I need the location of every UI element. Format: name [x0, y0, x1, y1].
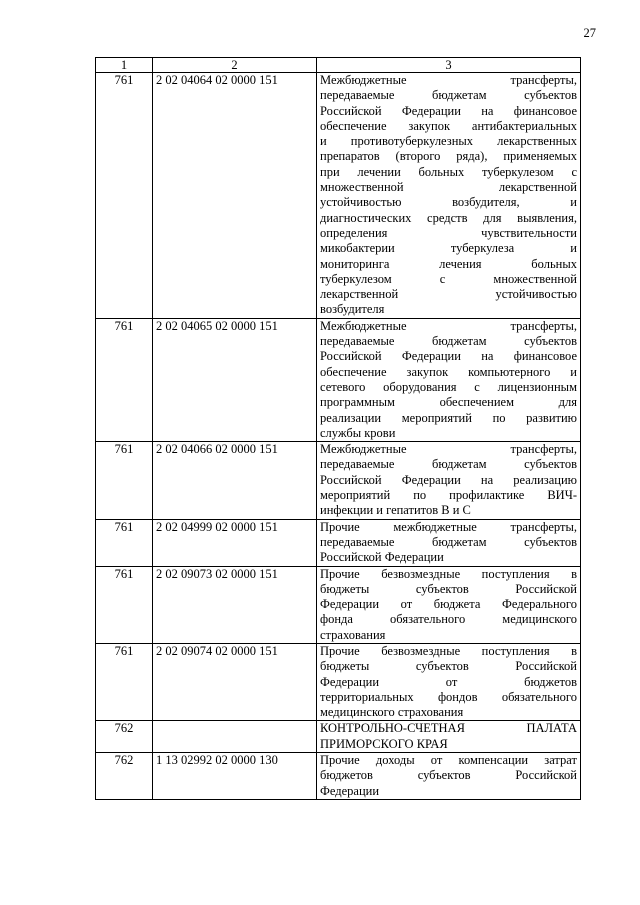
- revenue-name-line: территориальных фондов обязательного: [320, 689, 577, 704]
- revenue-name-line: сетевого оборудования с лицензионным: [320, 379, 577, 394]
- budget-code-cell: 2 02 09073 02 0000 151: [153, 566, 317, 643]
- table-row: [96, 566, 581, 643]
- revenue-name-line: возбудителя: [320, 302, 385, 317]
- revenue-name-line: Прочие безвозмездные поступления в: [320, 643, 577, 658]
- revenue-name-line: бюджеты субъектов Российской: [320, 659, 577, 674]
- revenue-name-line: обеспечение закупок компьютерного и: [320, 364, 577, 379]
- revenue-name-line: Межбюджетные трансферты,: [320, 442, 577, 457]
- revenue-name-line: Федерации от бюджетов: [320, 674, 577, 689]
- revenue-name-cell: [317, 442, 581, 519]
- revenue-name-line: Прочие безвозмездные поступления в: [320, 566, 577, 581]
- budget-code-cell: [153, 721, 317, 753]
- admin-code-cell: 761: [96, 442, 153, 519]
- admin-code-cell: 762: [96, 753, 153, 800]
- budget-code-cell: 2 02 04065 02 0000 151: [153, 318, 317, 441]
- revenue-name-line: передаваемые бюджетам субъектов: [320, 457, 577, 472]
- table-row: [96, 442, 581, 519]
- revenue-name-line: Российской Федерации на финансовое: [320, 349, 577, 364]
- budget-code-cell: 2 02 04064 02 0000 151: [153, 73, 317, 319]
- revenue-name-line: Прочие доходы от компенсации затрат: [320, 753, 577, 768]
- budget-code-cell: 2 02 04999 02 0000 151: [153, 519, 317, 566]
- revenue-name-cell: [317, 643, 581, 720]
- table-header-row: [96, 58, 581, 73]
- revenue-name-line: мониторинга лечения больных: [320, 256, 577, 271]
- revenue-name-line: мероприятий по профилактике ВИЧ-: [320, 488, 577, 503]
- budget-code-cell: 2 02 04066 02 0000 151: [153, 442, 317, 519]
- revenue-name-line: Межбюджетные трансферты,: [320, 73, 577, 87]
- revenue-name-cell: [317, 566, 581, 643]
- revenue-name-line: устойчивостью возбудителя, и: [320, 195, 577, 210]
- header-col-1: 1: [96, 58, 153, 73]
- revenue-name-line: лекарственной устойчивостью: [320, 287, 577, 302]
- revenue-name-line: Российской Федерации на реализацию: [320, 472, 577, 487]
- revenue-name-line: программным обеспечением для: [320, 395, 577, 410]
- admin-code-cell: 761: [96, 566, 153, 643]
- revenue-name-cell: [317, 721, 581, 753]
- revenue-name-line: медицинского страхования: [320, 705, 464, 720]
- revenue-name-line: инфекции и гепатитов B и C: [320, 503, 471, 518]
- revenue-name-line: бюджетов субъектов Российской: [320, 768, 577, 783]
- table-row: [96, 318, 581, 441]
- revenue-name-line: бюджеты субъектов Российской: [320, 581, 577, 596]
- revenue-name-line: страхования: [320, 627, 386, 642]
- budget-classification-table: [95, 57, 581, 800]
- revenue-name-line: препаратов (второго ряда), применяемых: [320, 149, 577, 164]
- admin-code-cell: 761: [96, 73, 153, 319]
- revenue-name-line: множественной лекарственной: [320, 180, 577, 195]
- page-number: 27: [583, 26, 596, 40]
- header-col-2: 2: [153, 58, 317, 73]
- revenue-name-line: Российской Федерации на финансовое: [320, 103, 577, 118]
- table-row: [96, 753, 581, 800]
- table-row: [96, 721, 581, 753]
- table-row: [96, 643, 581, 720]
- admin-code-cell: 761: [96, 643, 153, 720]
- header-col-3: 3: [317, 58, 581, 73]
- revenue-name-line: передаваемые бюджетам субъектов: [320, 334, 577, 349]
- revenue-name-line: Прочие межбюджетные трансферты,: [320, 519, 577, 534]
- revenue-name-line: туберкулезом с множественной: [320, 271, 577, 286]
- revenue-name-cell: [317, 519, 581, 566]
- revenue-name-line: ПРИМОРСКОГО КРАЯ: [320, 736, 448, 751]
- revenue-name-line: микобактерии туберкулеза и: [320, 241, 577, 256]
- revenue-name-cell: [317, 73, 581, 319]
- revenue-name-line: Федерации: [320, 783, 380, 798]
- revenue-name-line: определения чувствительности: [320, 225, 577, 240]
- revenue-name-line: диагностических средств для выявления,: [320, 210, 577, 225]
- revenue-name-line: КОНТРОЛЬНО-СЧЕТНАЯ ПАЛАТА: [320, 721, 577, 736]
- revenue-name-line: фонда обязательного медицинского: [320, 612, 577, 627]
- admin-code-cell: 761: [96, 318, 153, 441]
- revenue-name-line: и противотуберкулезных лекарственных: [320, 134, 577, 149]
- table-row: [96, 519, 581, 566]
- admin-code-cell: 762: [96, 721, 153, 753]
- revenue-name-line: Федерации от бюджета Федерального: [320, 597, 577, 612]
- revenue-name-cell: [317, 753, 581, 800]
- revenue-name-line: при лечении больных туберкулезом с: [320, 164, 577, 179]
- admin-code-cell: 761: [96, 519, 153, 566]
- revenue-name-line: службы крови: [320, 425, 396, 440]
- revenue-name-line: Межбюджетные трансферты,: [320, 318, 577, 333]
- budget-code-cell: 1 13 02992 02 0000 130: [153, 753, 317, 800]
- revenue-name-line: передаваемые бюджетам субъектов: [320, 88, 577, 103]
- revenue-name-line: реализации мероприятий по развитию: [320, 410, 577, 425]
- revenue-name-cell: [317, 318, 581, 441]
- revenue-name-line: Российской Федерации: [320, 550, 444, 565]
- budget-code-cell: 2 02 09074 02 0000 151: [153, 643, 317, 720]
- table-row: [96, 73, 581, 319]
- revenue-name-line: передаваемые бюджетам субъектов: [320, 534, 577, 549]
- revenue-name-line: обеспечение закупок антибактериальных: [320, 118, 577, 133]
